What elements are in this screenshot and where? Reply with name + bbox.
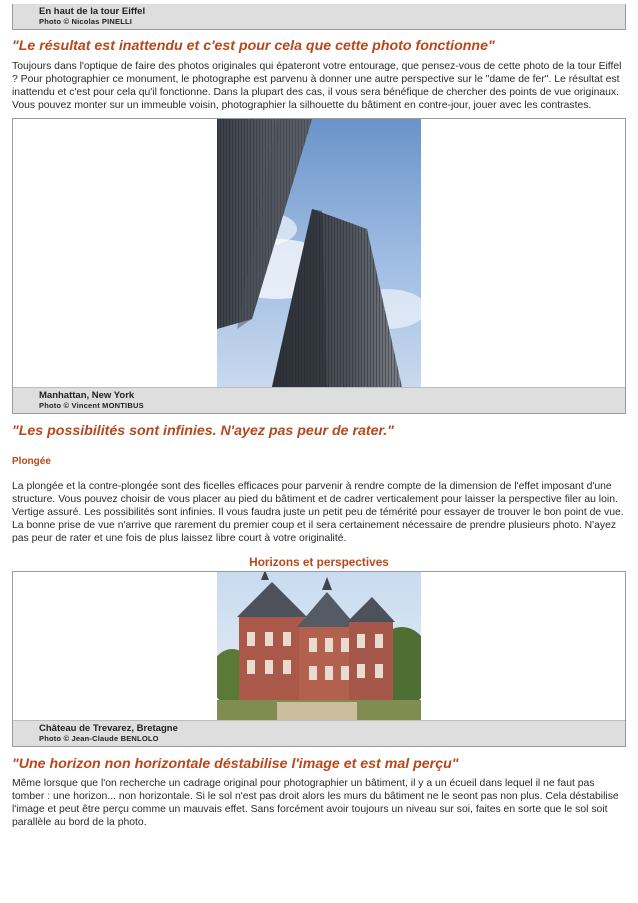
photo-container [13,119,625,387]
section-body: Toujours dans l'optique de faire des photos originales qui épateront votre entourage, que pensez-vous de cette photo de la tour Eiffel ? Pour photographier ce monument, le photographe est parvenu à donner une autre perspective sur le "dame de fer". Le résultat est inattendu et c'est pour cela qu'il fonctionne. Dans la plupart des cas, il vous sera bénéfique de chercher des points de vue originaux. Vous pouvez monter sur un immeuble voisin, photographier la silhouette du bâtiment en contre-jour, jouer avec les contrastes. [12,61,622,111]
caption-title: En haut de la tour Eiffel [39,6,146,17]
caption-credit: Photo © Jean-Claude BENLOLO [39,734,159,743]
chateau-photo [217,572,421,720]
section-body: Même lorsque que l'on recherche un cadrage original pour photographier un bâtiment, il y a un écueil dans lequel il ne faut pas tomber : une horizon... non horizontale. Si le sol n'est pas droit alors les murs du bâtiment ne le seont pas non plus. Cela déstabilise l'image et peut être perçu comme un mauvais effet. Sans forcément avoir toujours un niveau sur soi, faites en sorte que le sol soit parallèle au bord de la photo. [12,778,619,828]
caption-credit: Photo © Vincent MONTIBUS [39,401,144,410]
figure-eiffel-caption-box [12,4,626,30]
caption-title: Château de Trevarez, Bretagne [39,723,178,734]
section-heading: "Les possibilités sont infinies. N'ayez pas peur de rater." [12,423,394,439]
figure-caption [13,720,625,746]
photo-container [13,572,625,720]
figure-manhattan [12,118,626,414]
section-heading-centered: Horizons et perspectives [249,555,389,569]
section-heading: "Une horizon non horizontale déstabilise l'image et est mal perçu" [12,756,459,772]
caption-credit: Photo © Nicolas PINELLI [39,17,133,26]
figure-caption [13,4,625,29]
figure-caption [13,387,625,413]
caption-title: Manhattan, New York [39,390,135,401]
article-page [12,0,626,829]
manhattan-photo [217,119,421,387]
section-body: La plongée et la contre-plongée sont des ficelles efficaces pour parvenir à rendre compte de la dimension de l'effet imposant d'une structure. Vous pouvez choisir de vous placer au pied du bâtiment et de cadrer verticalement pour laisser la perspective filer au loin. Vertige assuré. Les possibilités sont infinies. Il vous faudra juste un petit peu de témérité pour essayer de trouver le bon point de vue. La bonne prise de vue n'arrive que rarement du premier coup et il sera certainement nécessaire de prendre plusieurs photo. N'ayez pas peur de rater et une fois de plus laissez libre court à votre originalité. [12,481,624,544]
figure-trevarez [12,571,626,747]
section-subheading: Plongée [12,456,51,467]
section-heading: "Le résultat est inattendu et c'est pour cela que cette photo fonctionne" [12,38,495,54]
